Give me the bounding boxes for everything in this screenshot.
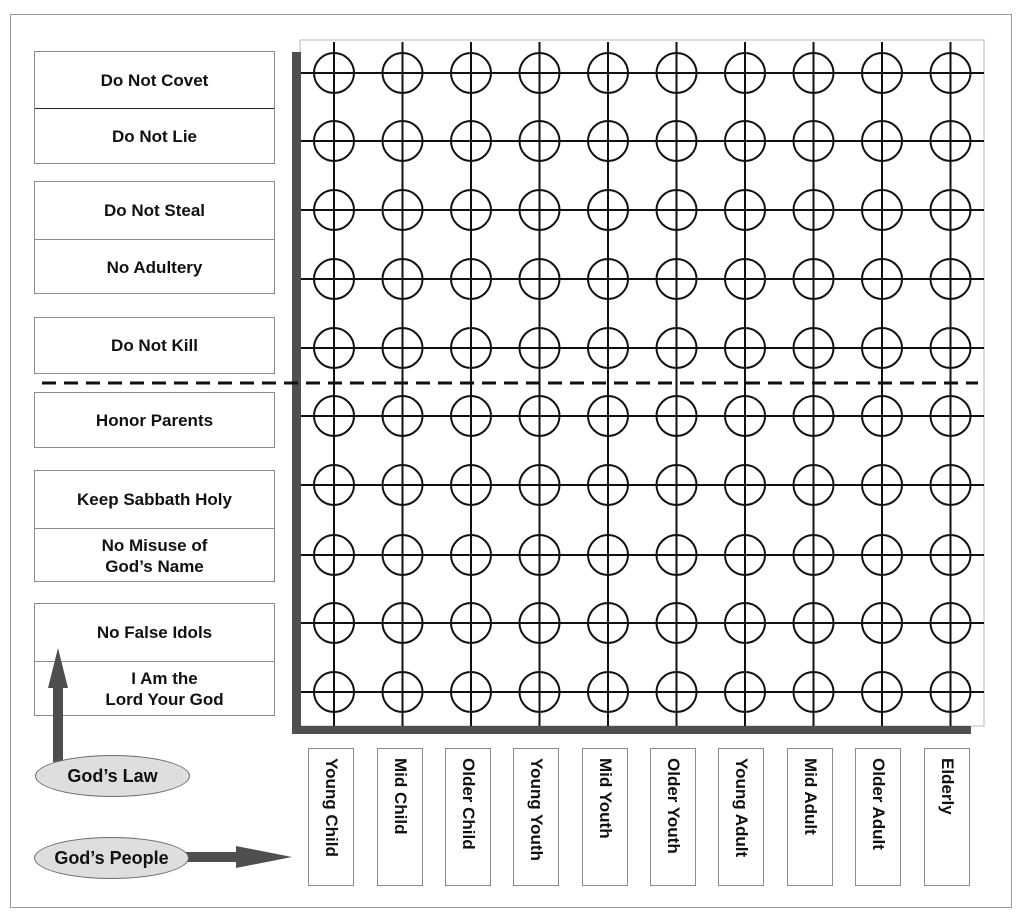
people-arrow-right-icon [236,846,292,868]
stage-label-text: Mid Child [391,758,410,835]
stage-label-text: Elderly [938,758,957,815]
gods-law-axis-label: God’s Law [35,755,190,797]
stage-label-text: Mid Youth [596,758,615,839]
law-keep-sabbath-holy: Keep Sabbath Holy [77,490,232,509]
stage-label-text: Young Youth [527,758,546,861]
people-arrow-shaft [180,852,240,862]
law-do-not-kill: Do Not Kill [111,336,198,355]
horizontal-axis-bar [292,726,971,734]
law-honor-parents: Honor Parents [95,410,214,430]
law-no-adultery: No Adultery [35,239,274,294]
law-do-not-covet: Do Not Covet [35,52,274,109]
law-do-not-lie: Do Not Lie [112,126,197,146]
gods-people-axis-label: God’s People [34,837,189,879]
stage-label-text: Older Youth [664,758,683,854]
law-arrow-up-icon [48,648,68,688]
stage-label-text: Young Child [322,758,341,857]
law-no-misuse-of-name: No Misuse of God’s Name [35,528,274,582]
law-no-false-idols: No False Idols [96,623,213,642]
stage-label-text: Mid Adult [801,758,820,835]
stage-label-text: Older Adult [869,758,888,850]
law-arrow-shaft [53,685,63,762]
vertical-axis-bar [292,52,301,734]
stage-label-text: Young Adult [732,758,751,858]
law-i-am-the-lord: I Am the Lord Your God [35,661,274,715]
stage-label-text: Older Child [459,758,478,850]
law-do-not-steal: Do Not Steal [103,201,206,220]
